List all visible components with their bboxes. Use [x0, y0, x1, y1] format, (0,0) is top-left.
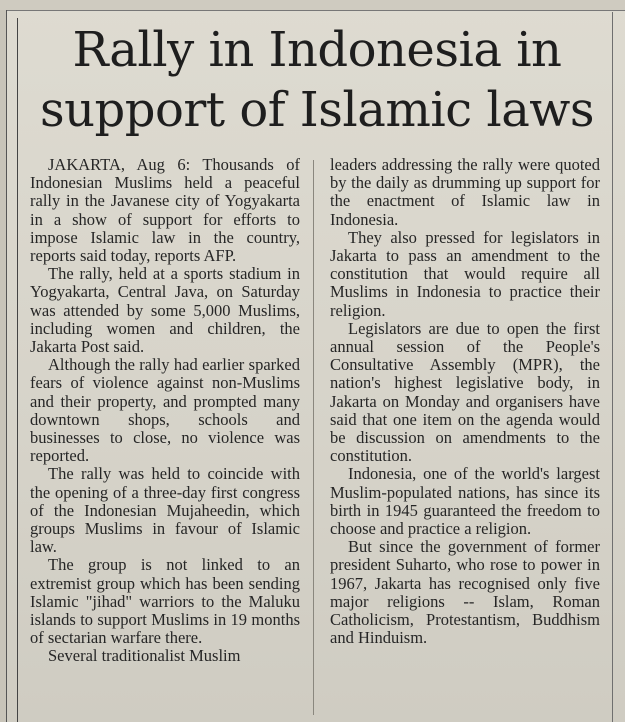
paragraph: Several traditionalist Muslim	[48, 646, 241, 666]
paragraph: But since the government of former president Suharto, who rose to power in 1967, Jakarta has recognised only five major religions -- Islam, Roman Catholicism, Protestantism, Buddhism and Hinduism.	[330, 537, 600, 648]
paragraph: Although the rally had earlier sparked fears of violence against non-Muslims and their property, and prompted many downtown shops, schools and businesses to close, no violence was reported.	[30, 355, 300, 466]
paragraph: The rally was held to coincide with the opening of a three-day first congress of the Indonesian Mujaheedin, which groups Muslims in favour of Islamic law.	[30, 464, 300, 557]
headline: Rally in Indonesia in support of Islamic laws	[39, 22, 595, 138]
paragraph: Indonesia, one of the world's largest Muslim-populated nations, has since its birth in 1945 guaranteed the freedom to choose and practice a religion.	[330, 464, 600, 539]
paragraph: The rally, held at a sports stadium in Yogyakarta, Central Java, on Saturday was attended by some 5,000 Muslims, including women and children, the Jakarta Post said.	[30, 264, 300, 357]
left-edge-strip	[0, 10, 7, 722]
paragraph: They also pressed for legislators in Jakarta to pass an amendment to the constitution that would require all Muslims in Indonesia to practice their religion.	[330, 227, 600, 320]
paragraph-dateline: JAKARTA, Aug 6: Thousands of Indonesian Muslims held a peaceful rally in the Javanese city of Yogyakarta in a show of support for efforts to impose Islamic law in the country, reports said today, reports AFP.	[30, 155, 300, 266]
column-divider	[313, 160, 314, 715]
paragraph-continued: leaders addressing the rally were quoted by the daily as drumming up support for the enactment of Islamic law in Indonesia.	[330, 155, 600, 229]
paragraph: Legislators are due to open the first annual session of the People's Consultative Assembly (MPR), the nation's highest legislative body, in Jakarta on Monday and organisers have said that one item on the agenda would be discussion on amendments to the constitution.	[330, 318, 600, 466]
right-column-rule	[612, 12, 613, 722]
left-column-rule	[17, 18, 18, 722]
top-border-rule	[0, 0, 625, 11]
article-column-right	[330, 156, 600, 647]
paragraph: The group is not linked to an extremist group which has been sending Islamic "jihad" warriors to the Maluku islands to support Muslims in 19 months of sectarian warfare there.	[30, 555, 300, 648]
article-column-left	[30, 156, 300, 666]
